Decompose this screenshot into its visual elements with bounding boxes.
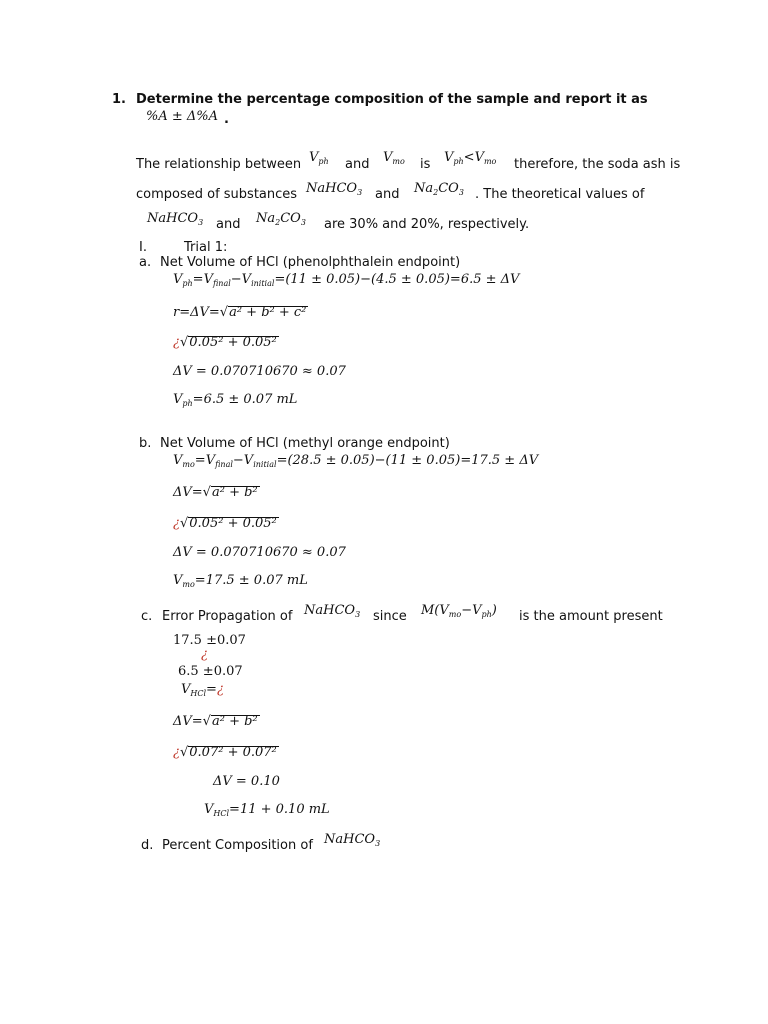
trial-roman-numeral: I.	[139, 240, 147, 255]
equation-vmo-final: $V_{mo}=17.5 \pm 0.07$ mL	[173, 573, 308, 589]
intro-text-relationship: The relationship between	[136, 157, 302, 172]
intro-text-composed: composed of substances	[136, 187, 298, 202]
section-b-title: Net Volume of HCl (methyl orange endpoint)	[160, 436, 450, 451]
v-mo-symbol: $V_{mo}$	[383, 150, 405, 166]
section-c-since: since	[373, 609, 407, 624]
value-6-5: 6.5 ±0.07	[178, 664, 243, 679]
intro-text-and: and	[345, 157, 370, 172]
v-ph-lt-v-mo: $V_{ph}<V_{mo}$	[444, 150, 497, 166]
section-d-letter: d.	[141, 838, 154, 853]
intro-text-is: is	[420, 157, 431, 172]
na2co3-formula: $Na_2CO_3$	[256, 211, 306, 227]
equation-r-delta-v: r=ΔV=√a² + b² + c²	[173, 305, 307, 320]
nahco3-formula: NaHCO$_3$	[306, 181, 363, 197]
intro-text-theoretical: . The theoretical values of	[475, 187, 645, 202]
question-title: Determine the percentage composition of the sample and report it as	[136, 92, 648, 107]
garbled-glyph: ¿	[201, 647, 208, 662]
equation-vph-final: $V_{ph}=6.5 \pm 0.07$ mL	[173, 392, 298, 408]
equation-delta-v-result: ΔV = 0.070710670 ≈ 0.07	[173, 364, 346, 379]
nahco3-formula: NaHCO$_3$	[304, 603, 361, 619]
intro-text-values: are 30% and 20%, respectively.	[324, 217, 530, 232]
section-a-letter: a.	[139, 255, 152, 270]
equation-vhcl: $V_{HCl}=¿$	[181, 682, 224, 698]
equation-sqrt-values: ¿√0.05² + 0.05²	[173, 335, 277, 350]
section-c-letter: c.	[141, 609, 153, 624]
v-ph-symbol: $V_{ph}$	[309, 150, 329, 166]
equation-sqrt-values: ¿√0.07² + 0.07²	[173, 745, 277, 760]
intro-text-and: and	[216, 217, 241, 232]
intro-text-therefore: therefore, the soda ash is	[514, 157, 681, 172]
trial-label: Trial 1:	[184, 240, 228, 255]
equation-vph-net: $V_{ph}=V_{final}-V_{initial}=(11 \pm 0.05)-(4.5 \pm 0.05)=6.5 \pm \Delta V$	[173, 272, 520, 288]
equation-m-vmo-vph: $M(V_{mo}-V_{ph})$	[421, 603, 497, 619]
section-d-text: Percent Composition of	[162, 838, 313, 853]
question-dot: .	[224, 112, 229, 127]
section-a-title: Net Volume of HCl (phenolphthalein endpoint)	[160, 255, 461, 270]
value-17-5: 17.5 ±0.07	[173, 633, 246, 648]
equation-vhcl-final: $V_{HCl}=11 + 0.10$ mL	[204, 802, 330, 818]
equation-delta-v: ΔV=√a² + b²	[173, 485, 258, 500]
section-c-text: Error Propagation of	[162, 609, 293, 624]
nahco3-formula: NaHCO$_3$	[147, 211, 204, 227]
na2co3-formula: $Na_2CO_3$	[414, 181, 464, 197]
nahco3-formula: NaHCO$_3$	[324, 832, 381, 848]
question-number: 1.	[112, 92, 126, 107]
section-b-letter: b.	[139, 436, 152, 451]
equation-delta-v-result: ΔV = 0.070710670 ≈ 0.07	[173, 545, 346, 560]
section-c-amount: is the amount present	[519, 609, 663, 624]
question-formula: %A ± Δ%A	[146, 109, 219, 124]
equation-delta-v-result: ΔV = 0.10	[213, 774, 280, 789]
equation-vmo-net: $V_{mo}=V_{final}-V_{initial}=(28.5 \pm 0.05)-(11 \pm 0.05)=17.5 \pm \Delta V$	[173, 453, 539, 469]
equation-delta-v: ΔV=√a² + b²	[173, 714, 258, 729]
intro-text-and: and	[375, 187, 400, 202]
equation-sqrt-values: ¿√0.05² + 0.05²	[173, 516, 277, 531]
